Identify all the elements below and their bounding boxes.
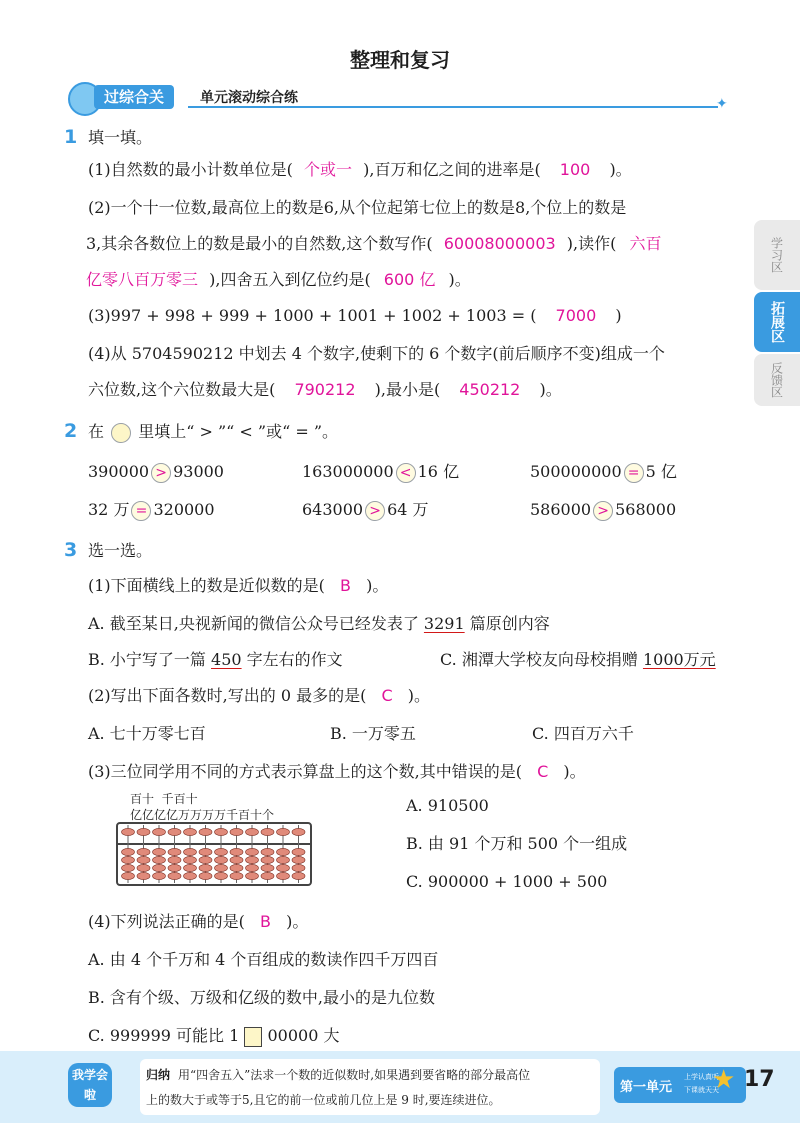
left-value: 500000000	[530, 462, 622, 481]
answer-circle: >	[365, 501, 385, 521]
q3-sub2	[88, 686, 430, 706]
abacus-bead	[137, 864, 150, 871]
tab-extend[interactable]: 拓展区	[754, 292, 800, 352]
abacus-top-labels: 百十 千百十	[130, 792, 198, 806]
text: 六位数,这个六位数最大是(	[88, 380, 276, 399]
abacus-bead	[184, 856, 197, 863]
text: 字左右的作文	[246, 650, 343, 669]
text: (1)自然数的最小计数单位是(	[88, 160, 293, 179]
q2-stem	[88, 422, 338, 443]
q3-sub1	[88, 576, 388, 596]
abacus-bead	[184, 864, 197, 871]
text: 在	[88, 422, 105, 441]
text: )	[615, 306, 622, 325]
mascot-icon: ★	[712, 1065, 736, 1095]
text: A. 截至某日,央视新闻的微信公众号已经发表了	[88, 614, 419, 633]
text: 00000 大	[267, 1026, 340, 1045]
abacus-bead	[137, 828, 150, 835]
answer: 7000	[555, 306, 597, 325]
abacus-bead	[184, 848, 197, 855]
q1-number: 1	[64, 126, 78, 148]
q1-stem: 填一填。	[88, 128, 153, 147]
text: (3)997 + 998 + 999 + 1000 + 1001 + 1002 + 1003 = (	[88, 306, 537, 325]
abacus-bead	[246, 856, 259, 863]
abacus-bead	[230, 864, 243, 871]
abacus-bead	[277, 856, 290, 863]
answer: 亿零八百万零三	[86, 270, 199, 289]
abacus-bead	[261, 828, 274, 835]
answer: C	[381, 686, 393, 705]
text: (4)下列说法正确的是(	[88, 912, 245, 931]
q1-part4-line1: (4)从 5704590212 中划去 4 个数字,使剩下的 6 个数字(前后顺序不变)组成一个	[88, 344, 665, 363]
q3-sub2-option-a: A. 七十万零七百	[88, 724, 206, 743]
text: (2)写出下面各数时,写出的 0 最多的是(	[88, 686, 367, 705]
underlined-number: 3291	[423, 614, 465, 633]
right-value: 64 万	[387, 500, 429, 519]
q3-sub4-option-b: B. 含有个级、万级和亿级的数中,最小的是九位数	[88, 988, 436, 1007]
answer: 600 亿	[383, 270, 436, 289]
abacus-image	[116, 822, 312, 886]
abacus-bead	[153, 848, 166, 855]
left-value: 32 万	[88, 500, 130, 519]
answer-circle: =	[624, 463, 644, 483]
answer-circle: =	[131, 501, 151, 521]
underlined-number: 450	[211, 650, 242, 669]
right-value: 5 亿	[645, 462, 677, 481]
left-value: 586000	[530, 500, 592, 519]
abacus-bead	[292, 864, 305, 871]
abacus-bead	[215, 828, 228, 835]
unit-name: 第一单元	[620, 1080, 673, 1095]
text: C. 999999 可能比 1	[88, 1026, 240, 1045]
abacus-bead	[230, 848, 243, 855]
left-value: 643000	[302, 500, 364, 519]
tab-study[interactable]: 学习区	[754, 220, 800, 290]
abacus-bead	[137, 848, 150, 855]
q1-part1	[88, 160, 632, 180]
compare-item	[302, 462, 459, 483]
text: 用“四舍五入”法求一个数的近似数时,如果遇到要省略的部分最高位	[178, 1068, 531, 1082]
q3-sub3-option-a: A. 910500	[406, 796, 489, 815]
text: (1)下面横线上的数是近似数的是(	[88, 576, 325, 595]
header-rule	[188, 106, 718, 108]
section-header	[68, 84, 728, 110]
answer-circle: >	[151, 463, 171, 483]
text: )。	[539, 380, 562, 399]
abacus-bead	[230, 828, 243, 835]
text: )。	[448, 270, 471, 289]
text: 篇原创内容	[469, 614, 550, 633]
abacus-bead	[199, 856, 212, 863]
q3-sub4	[88, 912, 308, 932]
abacus-bead	[153, 864, 166, 871]
answer: 790212	[294, 380, 356, 399]
abacus-bead	[153, 828, 166, 835]
text: C. 湘潭大学校友向母校捐赠	[440, 650, 638, 669]
tip-label: 归纳	[146, 1068, 171, 1082]
abacus-bead	[168, 872, 181, 879]
abacus-bead	[168, 856, 181, 863]
q3-stem: 选一选。	[88, 541, 153, 560]
q1-part2-line3	[86, 270, 471, 290]
abacus-bead	[215, 872, 228, 879]
answer: 60008000003	[443, 234, 556, 253]
abacus-bead	[122, 872, 135, 879]
text: )。	[366, 576, 389, 595]
right-value: 16 亿	[417, 462, 460, 481]
abacus-bead	[215, 856, 228, 863]
left-value: 163000000	[302, 462, 394, 481]
abacus-bead	[122, 864, 135, 871]
tip-line2: 上的数大于或等于5,且它的前一位或前几位上是 9 时,要连续进位。	[146, 1093, 501, 1107]
abacus-bead	[246, 848, 259, 855]
blank-circle-icon	[111, 423, 131, 443]
q3-number: 3	[64, 539, 78, 561]
abacus-bead	[277, 848, 290, 855]
right-value: 568000	[615, 500, 677, 519]
text: )。	[407, 686, 430, 705]
abacus-bead	[153, 872, 166, 879]
text: ),读作(	[566, 234, 617, 253]
abacus-bead	[292, 856, 305, 863]
right-value: 320000	[153, 500, 215, 519]
abacus-bead	[199, 848, 212, 855]
abacus-bead	[122, 828, 135, 835]
answer-circle: >	[593, 501, 613, 521]
abacus-bead	[137, 872, 150, 879]
text: )。	[286, 912, 309, 931]
q1-part2-line1: (2)一个十一位数,最高位上的数是6,从个位起第七位上的数是8,个位上的数是	[88, 198, 627, 217]
abacus-bead	[292, 828, 305, 835]
section-subtitle: 单元滚动综合练	[200, 90, 298, 106]
q3-sub3	[88, 762, 586, 782]
footer	[0, 1051, 800, 1123]
abacus-bead	[277, 864, 290, 871]
underlined-number: 1000万元	[642, 650, 716, 669]
abacus-bead	[168, 864, 181, 871]
q1-part2-line2	[86, 234, 661, 254]
abacus-bead	[215, 848, 228, 855]
q3-sub1-option-c	[440, 650, 716, 670]
compare-item	[530, 462, 677, 483]
abacus-bead	[277, 828, 290, 835]
q3-sub4-option-c	[88, 1026, 339, 1047]
q3-sub3-option-b: B. 由 91 个万和 500 个一组成	[406, 834, 628, 853]
abacus-bead	[246, 872, 259, 879]
abacus-bead	[215, 864, 228, 871]
text: ),最小是(	[374, 380, 441, 399]
answer: C	[537, 762, 549, 781]
abacus-bead	[153, 856, 166, 863]
tip-line1	[146, 1066, 530, 1083]
unit-sub1: 上学认真听	[684, 1073, 719, 1081]
abacus-bead	[199, 872, 212, 879]
abacus-bead	[261, 864, 274, 871]
unit-sub2: 下课就天天	[684, 1086, 719, 1094]
abacus-bead	[246, 864, 259, 871]
compare-item	[530, 500, 676, 521]
q3-sub2-option-b: B. 一万零五	[330, 724, 416, 743]
abacus-bead	[277, 872, 290, 879]
abacus-bead	[292, 848, 305, 855]
tab-feedback[interactable]: 反馈区	[754, 354, 800, 406]
tip-box	[140, 1059, 600, 1115]
q3-sub2-option-c: C. 四百万六千	[532, 724, 634, 743]
abacus-bead	[199, 828, 212, 835]
abacus-bead	[184, 828, 197, 835]
abacus-bead	[122, 856, 135, 863]
abacus-bead	[199, 864, 212, 871]
text: )。	[563, 762, 586, 781]
abacus-bead	[261, 848, 274, 855]
page-title: 整理和复习	[350, 48, 450, 72]
section-badge: 过综合关	[94, 85, 174, 109]
q1-part4-line2	[88, 380, 562, 400]
answer: 100	[559, 160, 591, 179]
text: 3,其余各数位上的数是最小的自然数,这个数写作(	[86, 234, 433, 253]
abacus-bead	[230, 872, 243, 879]
answer: 六百	[629, 234, 662, 253]
answer-circle: <	[396, 463, 416, 483]
answer: 450212	[459, 380, 521, 399]
q3-sub1-option-a	[88, 614, 550, 634]
text: ),百万和亿之间的进率是(	[363, 160, 541, 179]
abacus-bead	[230, 856, 243, 863]
answer: B	[340, 576, 351, 595]
q2-number: 2	[64, 420, 78, 442]
compare-item	[88, 462, 224, 483]
abacus-labels: 亿亿亿亿万万万万千百十个	[130, 808, 275, 822]
compare-item	[88, 500, 215, 521]
abacus-bead	[137, 856, 150, 863]
abacus-bead	[168, 848, 181, 855]
answer: 个或一	[304, 160, 353, 179]
q3-sub4-option-a: A. 由 4 个千万和 4 个百组成的数读作四千万四百	[88, 950, 439, 969]
text: ),四舍五入到亿位约是(	[209, 270, 371, 289]
abacus-bead	[122, 848, 135, 855]
abacus-bead	[246, 828, 259, 835]
compare-item	[302, 500, 429, 521]
text: (3)三位同学用不同的方式表示算盘上的这个数,其中错误的是(	[88, 762, 522, 781]
q3-sub1-option-b	[88, 650, 343, 670]
page-number: 17	[744, 1067, 775, 1092]
mascot-badge: 我学会啦	[68, 1063, 112, 1107]
abacus-bead	[261, 872, 274, 879]
abacus-bead	[168, 828, 181, 835]
text: 里填上“ > ”“ < ”或“ = ”。	[138, 422, 339, 441]
star-icon: ✦	[716, 96, 728, 112]
abacus-bead	[184, 872, 197, 879]
answer: B	[260, 912, 271, 931]
abacus-bead	[292, 872, 305, 879]
blank-box	[244, 1027, 262, 1047]
abacus-bead	[261, 856, 274, 863]
text: )。	[609, 160, 632, 179]
q3-sub3-option-c: C. 900000 + 1000 + 500	[406, 872, 608, 891]
right-value: 93000	[173, 462, 224, 481]
text: B. 小宁写了一篇	[88, 650, 206, 669]
q1-part3	[88, 306, 622, 326]
left-value: 390000	[88, 462, 150, 481]
